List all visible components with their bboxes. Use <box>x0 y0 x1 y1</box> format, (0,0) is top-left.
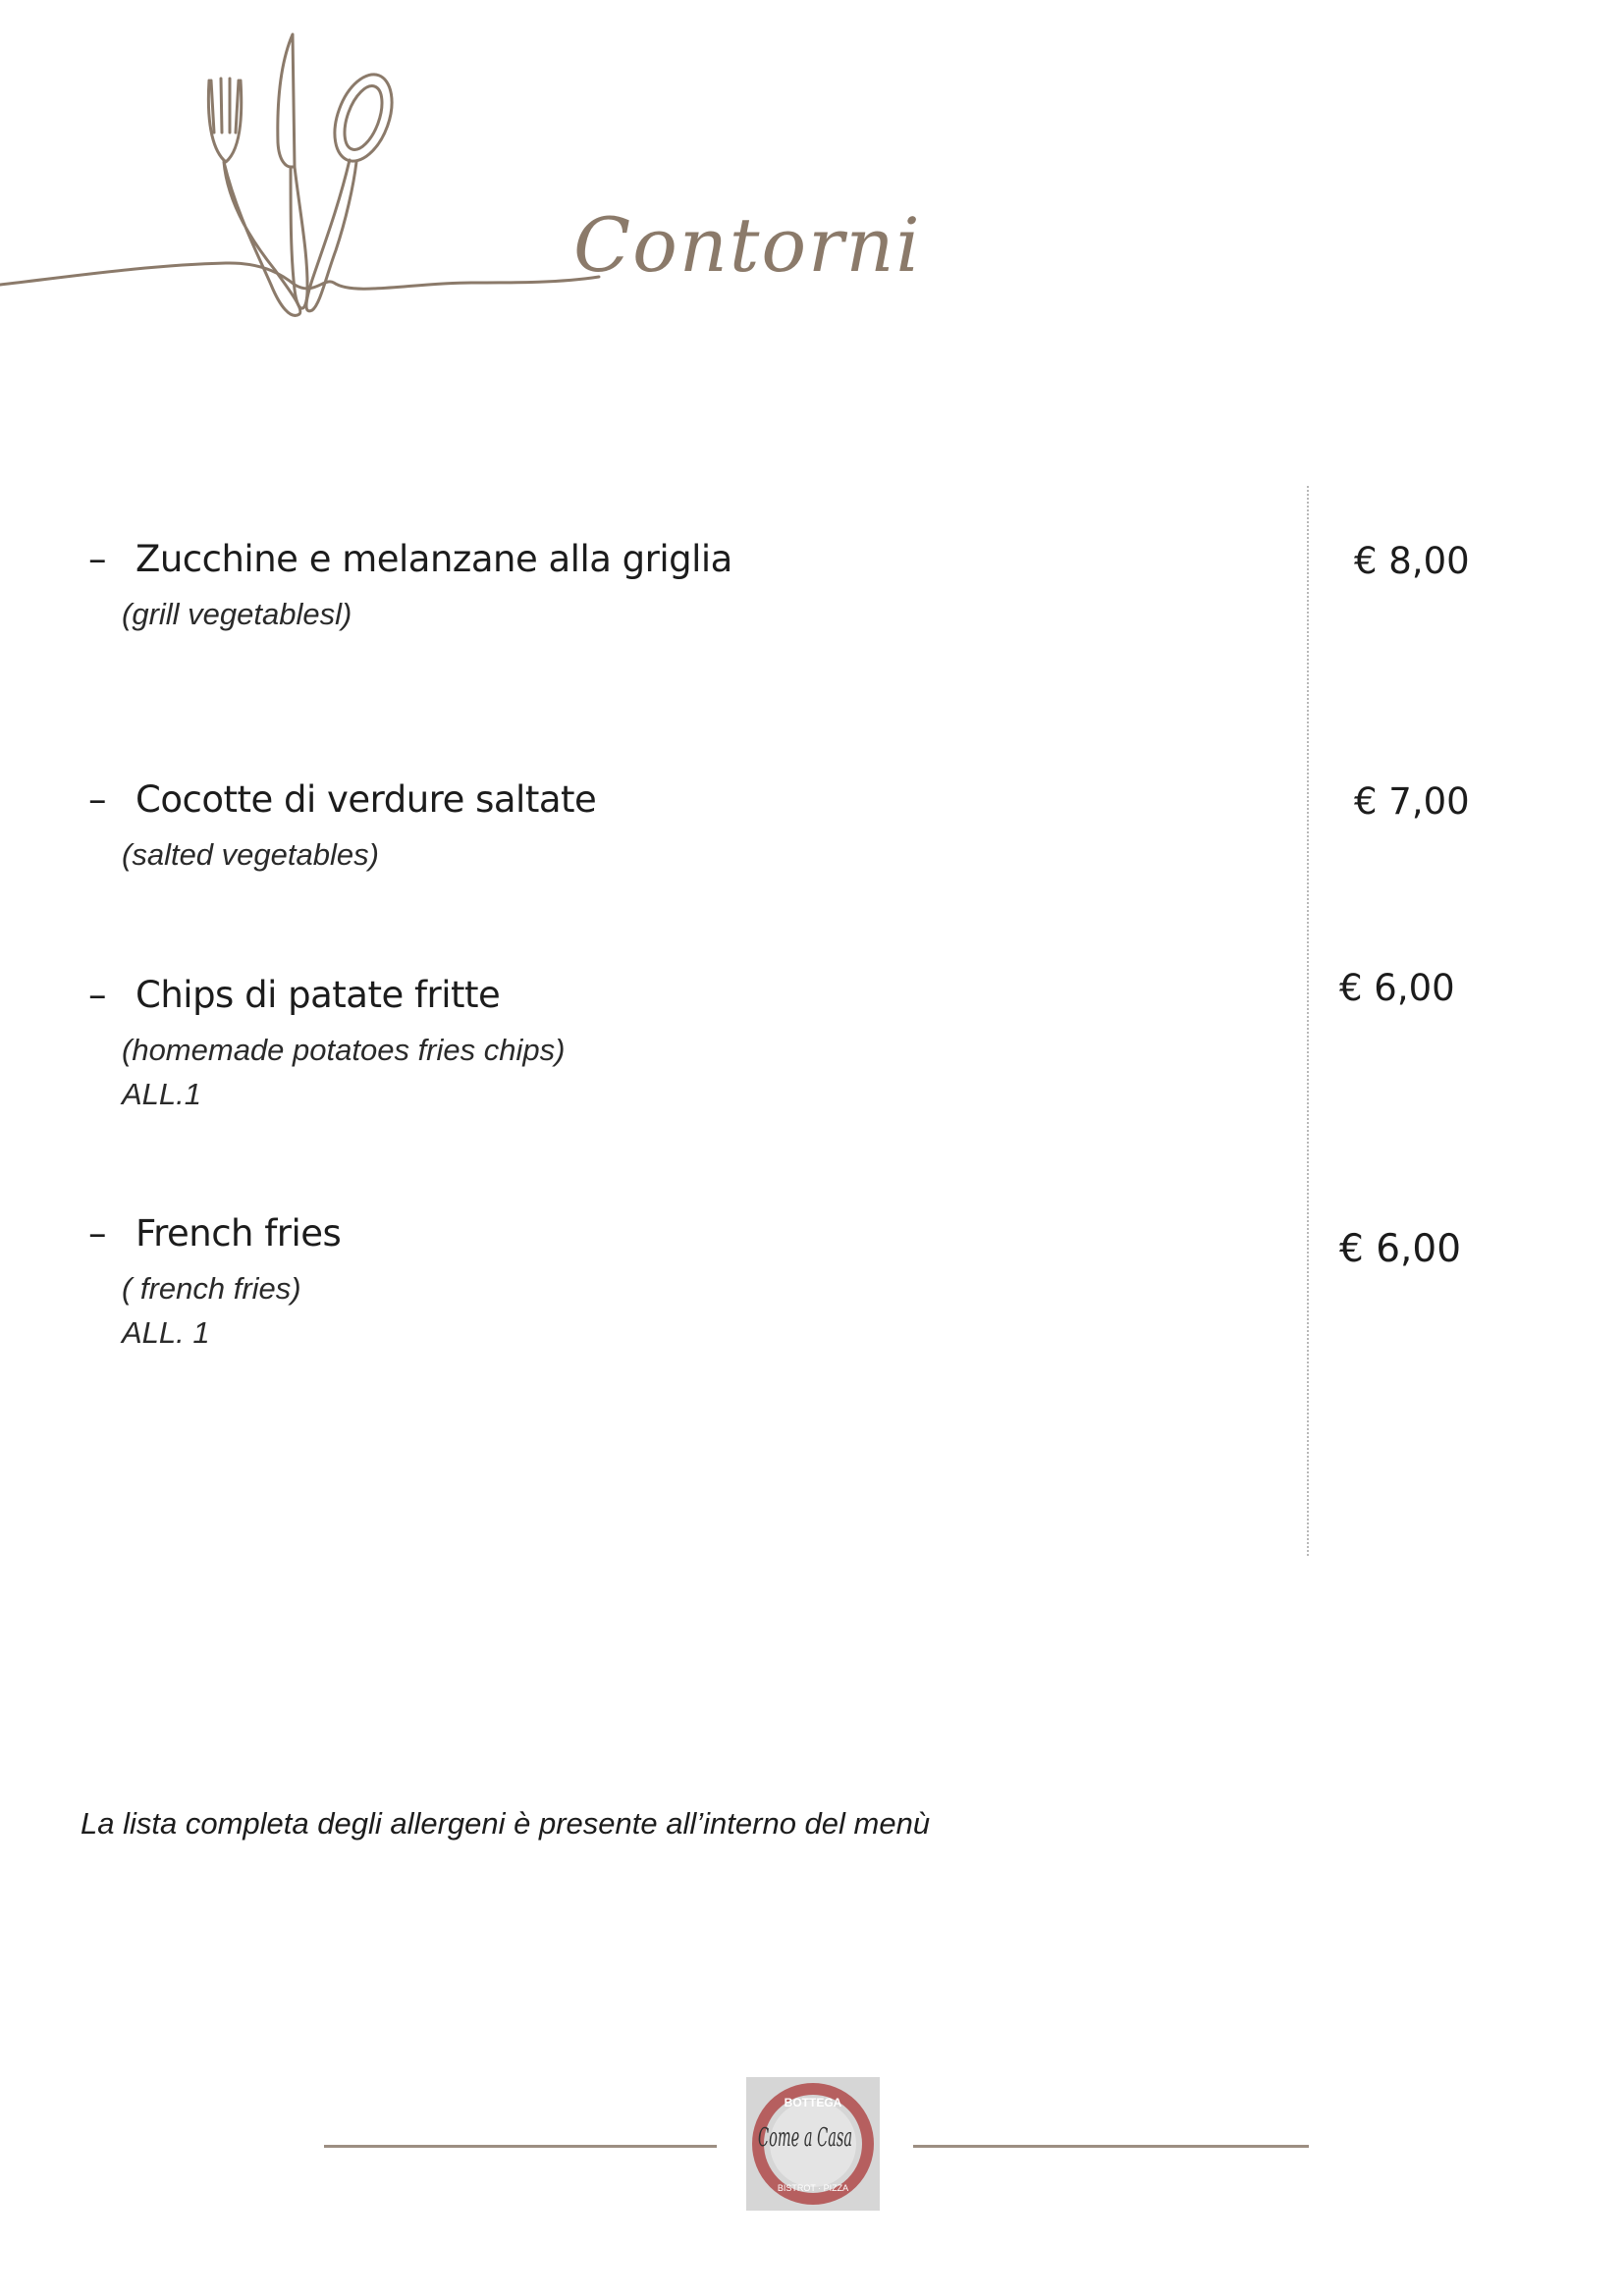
knife-icon <box>278 34 307 308</box>
menu-item-allergens: ALL. 1 <box>122 1315 210 1350</box>
footer-line-right <box>913 2145 1309 2148</box>
menu-item-translation: (homemade potatoes fries chips) <box>122 1033 566 1067</box>
menu-item-name: – Cocotte di verdure saltate <box>88 778 597 821</box>
menu-item-translation: (salted vegetables) <box>122 837 379 872</box>
menu-item-price: € 6,00 <box>1339 967 1455 1009</box>
menu-item-allergens: ALL.1 <box>122 1077 202 1111</box>
menu-item-name: – Zucchine e melanzane alla griglia <box>88 538 732 580</box>
svg-text:BISTROT · PIZZA: BISTROT · PIZZA <box>777 2183 849 2193</box>
menu-item-price: € 6,00 <box>1339 1227 1462 1271</box>
list-dash: – <box>88 778 106 821</box>
menu-item-name: – Chips di patate fritte <box>88 974 501 1016</box>
menu-item-name: – French fries <box>88 1212 342 1255</box>
menu-item <box>88 778 596 877</box>
menu-item <box>88 974 565 1116</box>
menu-item-translation: (grill vegetablesl) <box>122 597 352 631</box>
svg-text:Come a Casa: Come a Casa <box>758 2123 852 2153</box>
menu-item <box>88 538 732 636</box>
svg-text:BOTTEGA: BOTTEGA <box>784 2096 842 2109</box>
list-dash: – <box>88 974 106 1016</box>
list-dash: – <box>88 538 106 580</box>
menu-item-price: € 8,00 <box>1354 540 1470 582</box>
restaurant-logo <box>746 2077 880 2211</box>
page-title: Contorni <box>573 201 922 289</box>
menu-item <box>88 1212 341 1355</box>
list-dash: – <box>88 1212 106 1255</box>
menu-item-translation: ( french fries) <box>122 1271 301 1306</box>
price-column-divider <box>1307 486 1309 1556</box>
allergen-note: La lista completa degli allergeni è presente all’interno del menù <box>81 1806 931 1841</box>
spoon-icon <box>306 67 403 311</box>
menu-item-price: € 7,00 <box>1354 780 1470 823</box>
footer-line-left <box>324 2145 717 2148</box>
